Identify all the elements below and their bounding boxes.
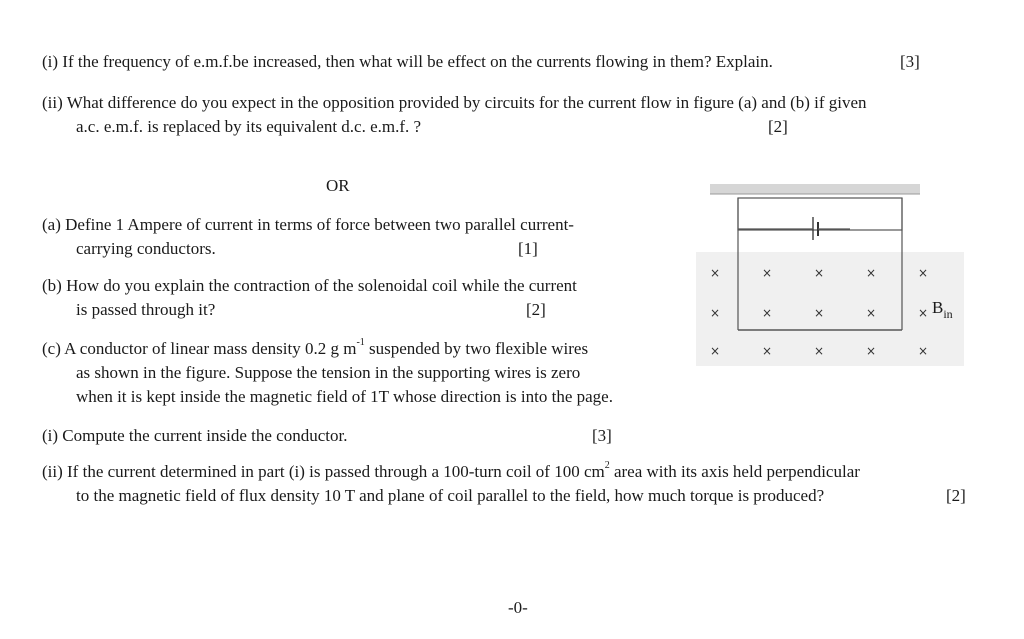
field-cross: ×	[762, 266, 773, 280]
conductor-figure	[690, 180, 970, 370]
qc-line1-text: (c) A conductor of linear mass density 0.2 g m	[42, 339, 357, 358]
field-cross: ×	[918, 266, 929, 280]
qa-line1: (a) Define 1 Ampere of current in terms of force between two parallel current-	[42, 215, 574, 234]
qc-line1-rest: suspended by two flexible wires	[364, 339, 589, 358]
field-cross: ×	[918, 344, 929, 358]
qb-line1: (b) How do you explain the contraction of the solenoidal coil while the current	[42, 276, 577, 295]
field-cross: ×	[866, 266, 877, 280]
field-label-main: B	[932, 298, 944, 317]
qb-line2: is passed through it?	[76, 300, 216, 319]
page-number: -0-	[508, 598, 528, 617]
field-cross: ×	[814, 266, 825, 280]
qa-line2: carrying conductors.	[76, 239, 216, 258]
q2-marks: [2]	[768, 117, 788, 136]
qcii-line1-exponent: 2	[604, 460, 610, 471]
circuit-frame	[738, 198, 902, 230]
qb-marks: [2]	[526, 300, 546, 319]
field-label-sub: in	[943, 307, 953, 321]
qcii-line1-text: (ii) If the current determined in part (i) is passed through a 100-turn coil of 100 cm	[42, 462, 605, 481]
field-cross: ×	[710, 344, 721, 358]
q2-line1: (ii) What difference do you expect in the opposition provided by circuits for the current flow in figure (a) and (b) if given	[42, 93, 867, 112]
qcii-marks: [2]	[946, 486, 966, 505]
field-cross: ×	[918, 306, 929, 320]
field-cross: ×	[762, 344, 773, 358]
qci-marks: [3]	[592, 426, 612, 445]
qcii-line2: to the magnetic field of flux density 10 T and plane of coil parallel to the field, how much torque is produced?	[76, 486, 825, 505]
or-label: OR	[326, 176, 350, 195]
q1-line: (i) If the frequency of e.m.f.be increased, then what will be effect on the currents flowing in them? Explain.	[42, 52, 773, 71]
field-cross: ×	[710, 306, 721, 320]
qc-line2: as shown in the figure. Suppose the tension in the supporting wires is zero	[76, 363, 581, 382]
field-cross: ×	[866, 306, 877, 320]
field-cross: ×	[762, 306, 773, 320]
qcii-line1	[42, 460, 860, 481]
qc-line3: when it is kept inside the magnetic field of 1T whose direction is into the page.	[76, 387, 613, 406]
q2-line2: a.c. e.m.f. is replaced by its equivalent d.c. e.m.f. ?	[76, 117, 422, 136]
q1-marks: [3]	[900, 52, 920, 71]
qcii-line1-rest: area with its axis held perpendicular	[609, 462, 860, 481]
qa-marks: [1]	[518, 239, 538, 258]
field-cross: ×	[814, 306, 825, 320]
qc-line1	[42, 337, 589, 358]
field-cross: ×	[866, 344, 877, 358]
field-cross: ×	[710, 266, 721, 280]
qc-line1-exponent: -1	[356, 337, 365, 348]
field-cross: ×	[814, 344, 825, 358]
ceiling-support	[710, 184, 920, 194]
figure-svg	[690, 180, 970, 370]
qci-line: (i) Compute the current inside the conductor.	[42, 426, 348, 445]
